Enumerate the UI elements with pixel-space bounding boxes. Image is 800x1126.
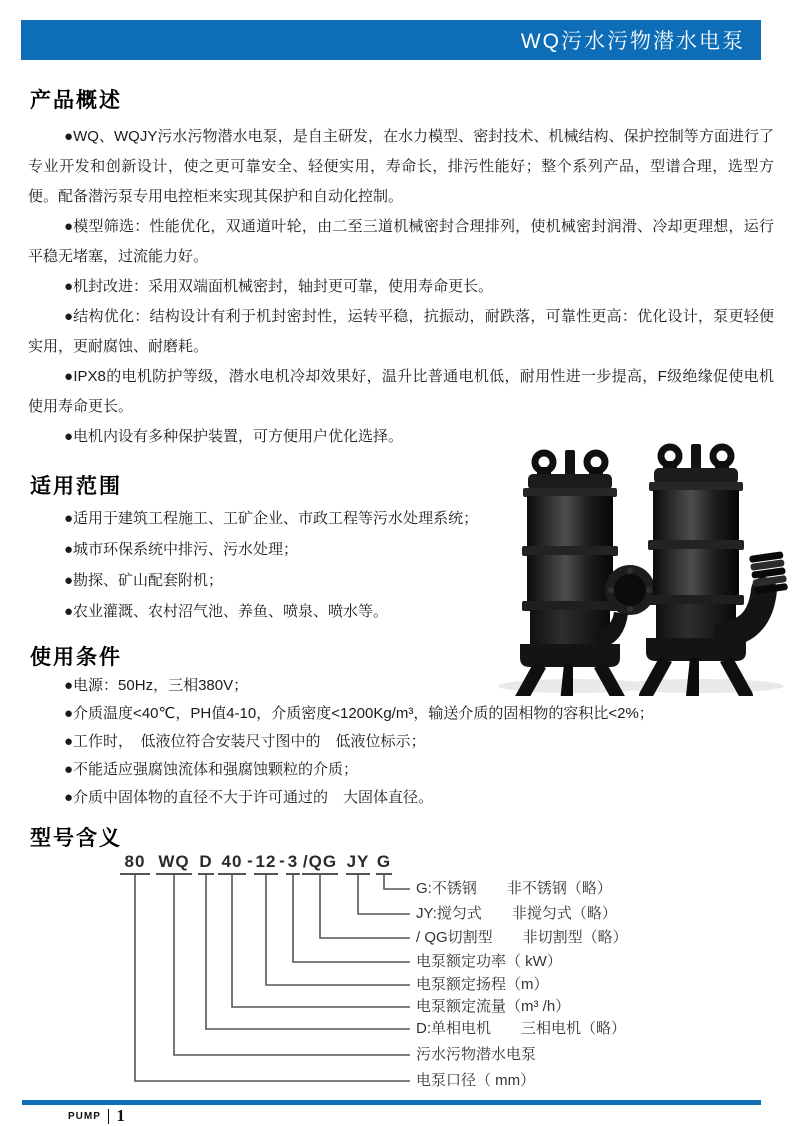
list-item: ●介质中固体物的直径不大于许可通过的 大固体直径。 bbox=[64, 789, 434, 806]
model-code-segment: /QG bbox=[302, 851, 338, 875]
submersible-pumps-image bbox=[478, 438, 790, 696]
footer-brand: PUMP bbox=[68, 1110, 101, 1122]
pump-photo bbox=[478, 438, 790, 696]
model-label: D:单相电机 三相电机（略） bbox=[416, 1020, 627, 1037]
model-code-separator: - bbox=[247, 851, 253, 870]
model-code-segment: JY bbox=[346, 851, 370, 875]
list-item: ●适用于建筑工程施工、工矿企业、市政工程等污水处理系统； bbox=[64, 510, 479, 527]
diagram-connector-lines bbox=[0, 845, 800, 1097]
model-code-segment: D bbox=[198, 851, 214, 875]
list-item: ●城市环保系统中排污、污水处理； bbox=[64, 541, 299, 558]
section-heading-conditions: 使用条件 bbox=[30, 646, 122, 669]
model-label: 电泵口径（ mm） bbox=[416, 1072, 536, 1089]
model-code-segment: G bbox=[376, 851, 392, 875]
overview-section bbox=[28, 122, 774, 452]
model-code-separator: - bbox=[279, 851, 285, 870]
model-code-segment: 12 bbox=[254, 851, 278, 875]
application-section bbox=[28, 503, 498, 627]
page-number: 1 bbox=[116, 1106, 125, 1125]
footer bbox=[68, 1106, 125, 1126]
model-label: 电泵额定扬程（m） bbox=[416, 976, 549, 993]
model-label: 污水污物潜水电泵 bbox=[416, 1046, 537, 1063]
list-item: ●介质温度<40℃，PH值4-10，介质密度<1200Kg/m³，输送介质的固相物的容积比<2%； bbox=[64, 705, 654, 722]
list-item: ●电源：50Hz，三相380V； bbox=[64, 677, 249, 694]
section-heading-overview: 产品概述 bbox=[30, 89, 122, 112]
model-label: 电泵额定功率（ kW） bbox=[416, 953, 562, 970]
model-code-segment: 3 bbox=[286, 851, 300, 875]
footer-divider bbox=[22, 1100, 761, 1105]
list-item: ●勘探、矿山配套附机； bbox=[64, 572, 224, 589]
overview-paragraph: ●结构优化：结构设计有利于机封密封性，运转平稳，抗振动，耐跌落，可靠性更高：优化设计，泵更轻便实用，更耐腐蚀、耐磨耗。 bbox=[28, 308, 774, 355]
header-bar bbox=[21, 20, 761, 60]
model-code-segment: WQ bbox=[156, 851, 192, 875]
page-title: WQ污水污物潜水电泵 bbox=[520, 30, 745, 53]
section-heading-model: 型号含义 bbox=[30, 827, 122, 850]
model-code-segment: 80 bbox=[120, 851, 150, 875]
footer-separator bbox=[108, 1109, 110, 1124]
overview-paragraph: ●IPX8的电机防护等级，潜水电机冷却效果好，温升比普通电机低，耐用性进一步提高，F级绝缘促使电机使用寿命更长。 bbox=[28, 368, 774, 415]
model-label: G:不锈钢 非不锈钢（略） bbox=[416, 880, 612, 897]
overview-paragraph: ●模型筛选：性能优化，双通道叶轮，由二至三道机械密封合理排列，使机械密封润滑、冷却更理想，运行平稳无堵塞，过流能力好。 bbox=[28, 218, 774, 265]
model-label: JY:搅匀式 非搅匀式（略） bbox=[416, 905, 617, 922]
list-item: ●工作时， 低液位符合安装尺寸图中的 低液位标示； bbox=[64, 733, 426, 750]
overview-paragraph: ●WQ、WQJY污水污物潜水电泵，是自主研发，在水力模型、密封技术、机械结构、保护控制等方面进行了专业开发和创新设计，使之更可靠安全、轻便实用，寿命长，排污性能好；整个系列产品，型谱合理，选型方便。配备潜污泵专用电控柜来实现其保护和自动化控制。 bbox=[28, 128, 774, 205]
overview-paragraph: ●机封改进：采用双端面机械密封，轴封更可靠，使用寿命更长。 bbox=[64, 278, 494, 295]
list-item: ●不能适应强腐蚀流体和强腐蚀颗粒的介质； bbox=[64, 761, 359, 778]
model-label: 电泵额定流量（m³ /h） bbox=[416, 998, 571, 1015]
section-heading-application: 适用范围 bbox=[30, 475, 122, 498]
overview-paragraph: ●电机内设有多种保护装置，可方便用户优化选择。 bbox=[64, 428, 404, 445]
model-designation-diagram bbox=[0, 845, 800, 1097]
list-item: ●农业灌溉、农村沼气池、养鱼、喷泉、喷水等。 bbox=[64, 603, 389, 620]
model-code-segment: 40 bbox=[218, 851, 246, 875]
model-label: / QG切割型 非切割型（略） bbox=[416, 929, 628, 946]
conditions-section bbox=[28, 672, 776, 812]
